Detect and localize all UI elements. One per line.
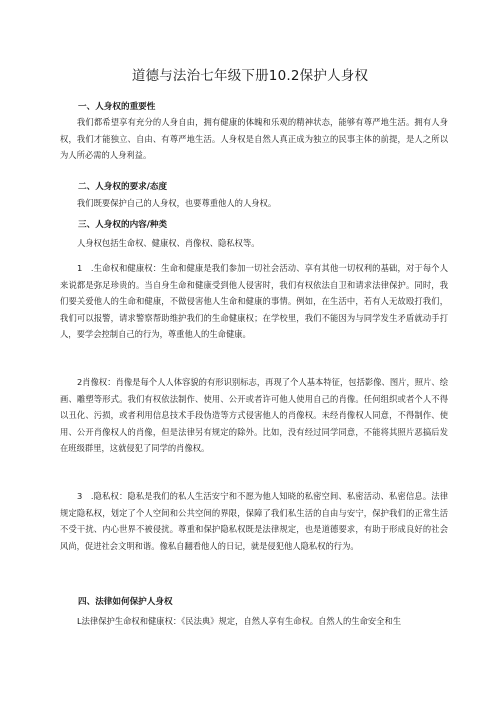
paragraph-attitude: 我们既要保护自己的人身权，也要尊重他人的人身权。 [77, 198, 277, 208]
section-heading-content: 三、人身权的内容/种类 [78, 220, 168, 230]
section-heading-importance: 一、人身权的重要性 [78, 102, 156, 112]
paragraph-portrait: 2肖像权：肖像是每个人人体容貌的有形识别标志，再现了个人基本特征，包括影像、图片，照片、绘画、雕塑等形式。我们有权依法制作、使用、公开或者许可他人使用自己的肖像。任何组织或者个人不得以丑化、污损，或者利用信息技术手段伪造等方式侵害他人的肖像权。未经肖像权人同意，不得制作、使用、公开肖像权人的肖像，但是法律另有规定的除外。比如，没有经过同学同意，不能将其照片恶搞后发在班级群里，这就侵犯了同学的肖像权。 [60, 377, 448, 454]
paragraph-importance: 我们都希望享有充分的人身自由，拥有健康的体魄和乐观的精神状态，能够有尊严地生活。拥有人身权，我们才能独立、自由、有尊严地生活。人身权是自然人真正成为独立的民事主体的前提，是人之所以为人所必需的人身利益。 [60, 117, 448, 161]
paragraph-content-intro: 人身权包括生命权、健康权、肖像权、隐私权等。 [77, 238, 260, 248]
paragraph-privacy: 3 .隐私权：隐私是我们的私人生活安宁和不愿为他人知晓的私密空间、私密活动、私密信息。法律规定隐私权，划定了个人空间和公共空间的界限，保障了我们私生活的自由与安宁，保护我们的正常生活不受干扰、内心世界不被侵扰。尊重和保护隐私权既是法律规定，也是道德要求，有助于形成良好的社会风尚，促进社会文明和谐。像私自翻看他人的日记，就是侵犯他人隐私权的行为。 [60, 491, 448, 551]
section-heading-law-protection: 四、法律如何保护人身权 [78, 597, 173, 607]
section-heading-attitude: 二、人身权的要求/态度 [78, 182, 168, 192]
paragraph-life-health: 1 .生命权和健康权：生命和健康是我们参加一切社会活动、享有其他一切权利的基础，对于每个人来说都是弥足珍贵的。当自身生命和健康受到他人侵害时，我们有权依法自卫和请求法律保护。同时，我们要关爱他人的生命和健康，不做侵害他人生命和健康的事情。例如，在生活中，若有人无故殴打我们，我们可以报警，请求警察帮助维护我们的生命健康权；在学校里，我们不能因为与同学发生矛盾就动手打人，要学会控制自己的行为，尊重他人的生命健康。 [60, 263, 448, 340]
document-title: 道德与法治七年级下册10.2保护人身权 [131, 68, 369, 84]
paragraph-law-life-health: L法律保护生命权和健康权：《民法典》规定，自然人享有生命权。自然人的生命安全和生 [77, 616, 402, 626]
